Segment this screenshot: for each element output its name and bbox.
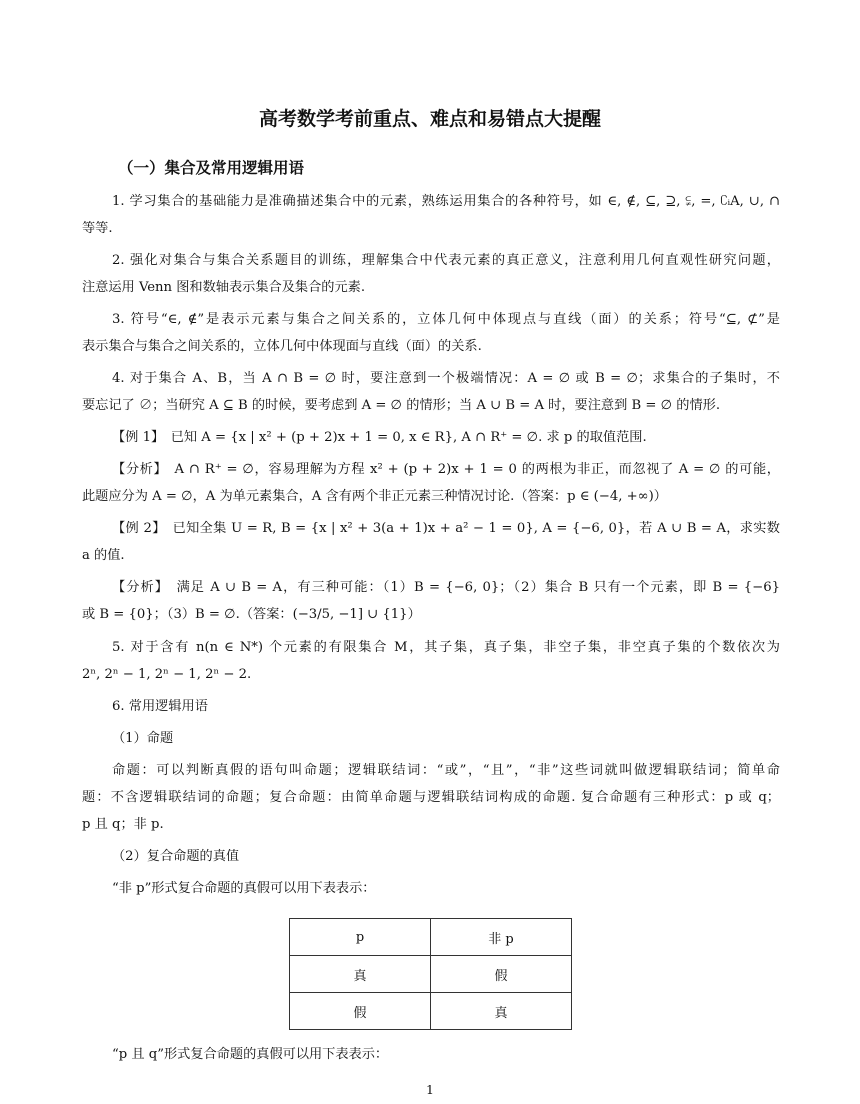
- example-1: [82, 424, 780, 451]
- document-title: 高考数学考前重点、难点和易错点大提醒: [258, 108, 601, 130]
- table-cell: 假: [290, 993, 431, 1030]
- paragraph-line: 2. 强化对集合与集合关系题目的训练，理解集合中代表元素的真正意义，注意利用几何直观性研究问题，: [112, 253, 780, 268]
- paragraph-line: 【例 1】 已知 A = {x | x² + (p + 2)x + 1 = 0, x ∈ R}, A ∩ R⁺ = ∅. 求 p 的取值范围.: [112, 430, 647, 445]
- table-cell: 假: [431, 956, 572, 993]
- truth-table-not-p: [289, 918, 572, 1030]
- section-heading: （一）集合及常用逻辑用语: [118, 159, 305, 177]
- table-header-cell: 非 p: [431, 919, 572, 956]
- paragraph-line: 【例 2】 已知全集 U = R, B = {x | x² + 3(a + 1)x + a² − 1 = 0}, A = {−6, 0}，若 A ∪ B = A，求实数: [112, 521, 780, 536]
- table-row: [290, 993, 572, 1030]
- paragraph-line: 6. 常用逻辑用语: [112, 699, 208, 714]
- paragraph-line: （2）复合命题的真值: [112, 849, 240, 864]
- paragraph-line: 5. 对于含有 n(n ∈ N*) 个元素的有限集合 M，其子集，真子集，非空子集，非空真子集的个数依次为: [112, 640, 780, 655]
- paragraph-line: 命题：可以判断真假的语句叫命题；逻辑联结词：“或”，“且”，“非”这些词就叫做逻辑联结词；简单命: [112, 763, 780, 778]
- paragraph-6: [82, 693, 780, 720]
- table-row: [290, 919, 572, 956]
- analysis-1: [82, 456, 780, 510]
- paragraph-line: 【分析】 满足 A ∪ B = A，有三种可能：（1）B = {−6, 0}；（2）集合 B 只有一个元素，即 B = {−6}: [112, 580, 780, 595]
- paragraph-line: 4. 对于集合 A、B，当 A ∩ B = ∅ 时，要注意到一个极端情况：A = ∅ 或 B = ∅；求集合的子集时，不: [112, 371, 780, 386]
- paragraph-line: 3. 符号“∈, ∉”是表示元素与集合之间关系的，立体几何中体现点与直线（面）的关系；符号“⊆, ⊄”是: [112, 312, 780, 327]
- paragraph-p-and-q: [82, 1041, 780, 1068]
- table-cell: 真: [431, 993, 572, 1030]
- analysis-2: [82, 574, 780, 628]
- paragraph-not-p: [82, 875, 780, 902]
- page-number: 1: [426, 1082, 434, 1097]
- table-row: [290, 956, 572, 993]
- paragraph-3: [82, 306, 780, 360]
- example-2: [82, 515, 780, 569]
- paragraph-line: 或 B = {0}；（3）B = ∅.（答案：(−3/5, −1] ∪ {1}）: [82, 607, 421, 622]
- paragraph-5: [82, 634, 780, 688]
- table-cell: 真: [290, 956, 431, 993]
- paragraph-line: 【分析】 A ∩ R⁺ = ∅，容易理解为方程 x² + (p + 2)x + 1 = 0 的两根为非正，而忽视了 A = ∅ 的可能，: [112, 462, 780, 477]
- paragraph-line: a 的值.: [82, 548, 125, 563]
- paragraph-line: 表示集合与集合之间关系的，立体几何中体现面与直线（面）的关系.: [82, 339, 482, 354]
- paragraph-line: 题：不含逻辑联结词的命题；复合命题：由简单命题与逻辑联结词构成的命题. 复合命题有三种形式：p 或 q；: [82, 790, 780, 805]
- paragraph-line: （1）命题: [112, 731, 174, 746]
- subheading-propositions: [82, 725, 780, 752]
- paragraph-line: 此题应分为 A = ∅，A 为单元素集合，A 含有两个非正元素三种情况讨论.（答案：p ∈ (−4, +∞)）: [82, 489, 667, 504]
- paragraph-line: “p 且 q”形式复合命题的真假可以用下表表示：: [112, 1047, 389, 1062]
- paragraph-2: [82, 247, 780, 301]
- paragraph-line: 要忘记了 ∅；当研究 A ⊆ B 的时候，要考虑到 A = ∅ 的情形；当 A ∪ B = A 时，要注意到 B = ∅ 的情形.: [82, 398, 721, 413]
- paragraph-line: 注意运用 Venn 图和数轴表示集合及集合的元素.: [82, 280, 366, 295]
- paragraph-line: 2ⁿ, 2ⁿ − 1, 2ⁿ − 1, 2ⁿ − 2.: [82, 667, 252, 682]
- subheading-truth-values: [82, 843, 780, 870]
- paragraph-line: 1. 学习集合的基础能力是准确描述集合中的元素，熟练运用集合的各种符号，如 ∈, ∉, ⊆, ⊇, ⫋, =, ∁ᵢA, ∪, ∩: [112, 194, 780, 209]
- paragraph-1: [82, 188, 780, 242]
- paragraph-4: [82, 365, 780, 419]
- paragraph-propositions: [82, 757, 780, 838]
- table-header-cell: p: [290, 919, 431, 956]
- paragraph-line: p 且 q；非 p.: [82, 817, 164, 832]
- paragraph-line: 等等.: [82, 221, 113, 236]
- paragraph-line: “非 p”形式复合命题的真假可以用下表表示：: [112, 881, 376, 896]
